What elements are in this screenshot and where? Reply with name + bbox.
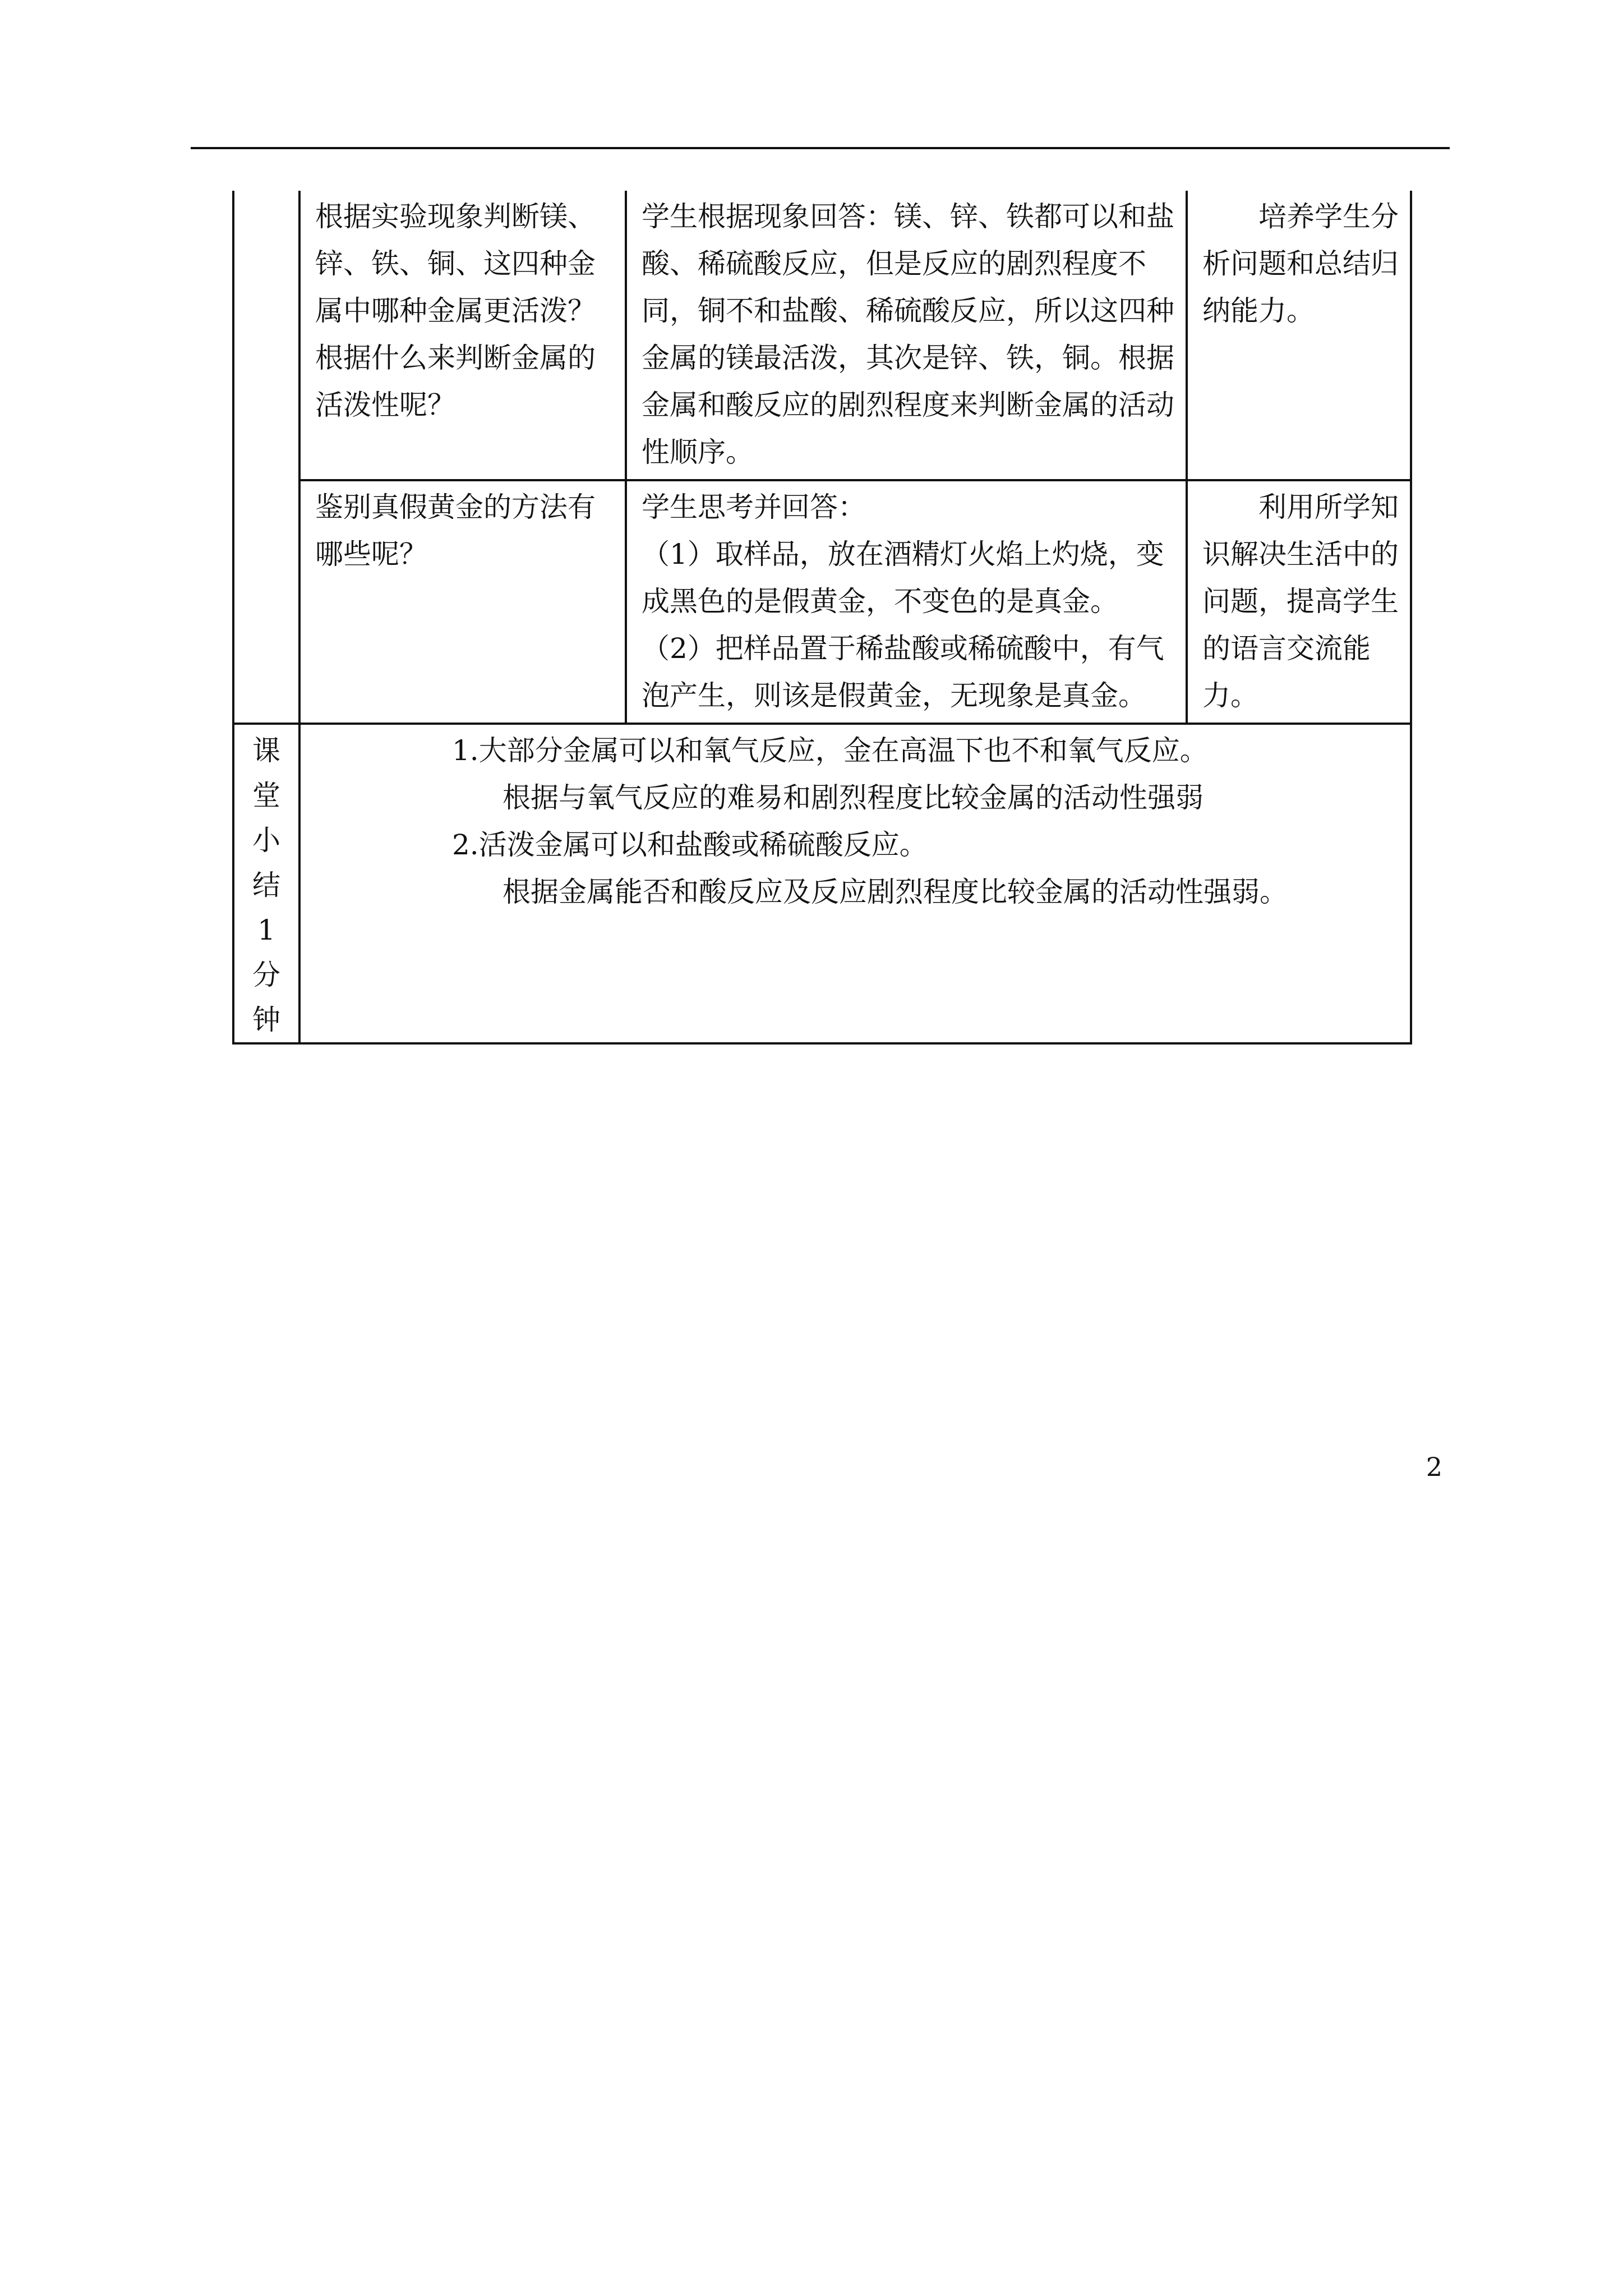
teacher-question-text: 鉴别真假黄金的方法有哪些呢？ xyxy=(315,491,596,570)
summary-side-label xyxy=(234,725,298,1042)
design-purpose-text: 培养学生分析问题和总结归纳能力。 xyxy=(1202,200,1399,327)
student-activity-line: （2）把样品置于稀盐酸或稀硫酸中，有气泡产生，则该是假黄金，无现象是真金。 xyxy=(642,632,1164,712)
summary-point-1: 1.大部分金属可以和氧气反应，金在高温下也不和氧气反应。 xyxy=(452,734,1208,767)
teacher-question-cell xyxy=(299,191,626,480)
lesson-plan-table xyxy=(232,191,1412,1045)
summary-content-cell xyxy=(299,724,1411,1043)
student-activity-cell xyxy=(626,191,1187,480)
summary-row xyxy=(233,724,1411,1043)
student-activity-cell xyxy=(626,480,1187,724)
student-activity-line: （1）取样品，放在酒精灯火焰上灼烧，变成黑色的是假黄金，不变色的是真金。 xyxy=(642,538,1164,618)
table-row xyxy=(233,480,1411,724)
table-row xyxy=(233,191,1411,480)
side-label-char: 钟 xyxy=(252,1004,280,1036)
student-activity-line: 学生思考并回答： xyxy=(642,491,866,523)
design-purpose-cell xyxy=(1187,191,1411,480)
teacher-question-cell xyxy=(299,480,626,724)
design-purpose-cell xyxy=(1187,480,1411,724)
side-label-char: 分 xyxy=(252,959,280,991)
design-purpose-text: 利用所学知识解决生活中的问题，提高学生的语言交流能力。 xyxy=(1202,491,1399,712)
side-label-char: 课 xyxy=(252,734,280,767)
summary-side-label-cell xyxy=(233,724,299,1043)
header-rule xyxy=(191,147,1450,149)
side-label-char: 小 xyxy=(252,824,280,857)
teacher-question-text: 根据实验现象判断镁、锌、铁、铜、这四种金属中哪种金属更活泼？根据什么来判断金属的活泼性呢？ xyxy=(315,200,596,421)
summary-point-2-detail: 根据金属能否和酸反应及反应剧烈程度比较金属的活动性强弱。 xyxy=(502,876,1288,908)
side-label-cell-empty xyxy=(233,191,299,724)
page-number: 2 xyxy=(1426,1452,1442,1482)
summary-point-2: 2.活泼金属可以和盐酸或稀硫酸反应。 xyxy=(452,829,928,861)
side-label-char: 1 xyxy=(257,914,275,946)
side-label-char: 结 xyxy=(252,869,280,901)
student-activity-text: 学生根据现象回答：镁、锌、铁都可以和盐酸、稀硫酸反应，但是反应的剧烈程度不同，铜不和盐酸、稀硫酸反应，所以这四种金属的镁最活泼，其次是锌、铁，铜。根据金属和酸反应的剧烈程度来判断金属的活动性顺序。 xyxy=(642,200,1174,468)
side-label-char: 堂 xyxy=(252,779,280,812)
summary-point-1-detail: 根据与氧气反应的难易和剧烈程度比较金属的活动性强弱 xyxy=(502,781,1204,814)
